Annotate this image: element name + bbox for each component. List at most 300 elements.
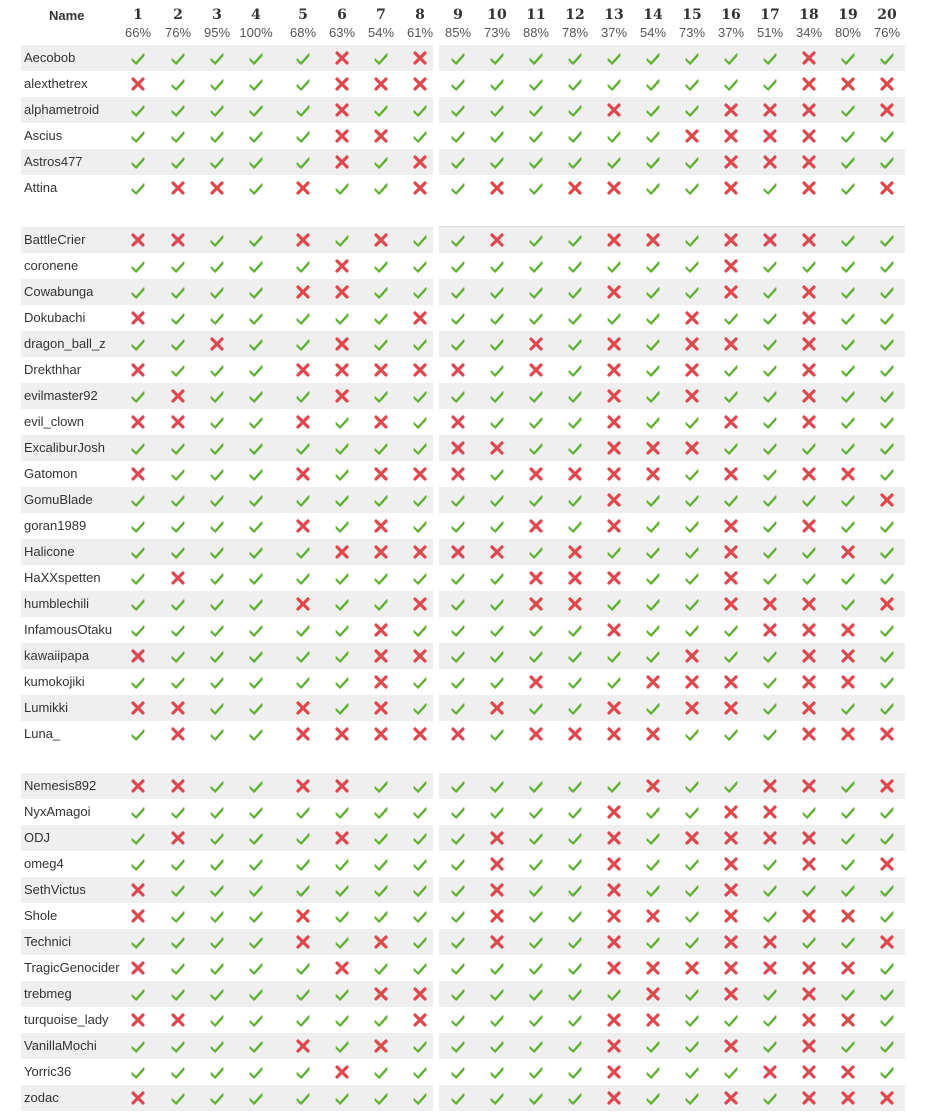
cross-icon <box>645 960 661 976</box>
question-percentage: 54% <box>367 25 395 40</box>
player-row <box>0 45 952 71</box>
check-icon <box>528 778 544 794</box>
row-stripe <box>21 149 433 175</box>
check-icon <box>170 440 186 456</box>
player-row <box>0 695 952 721</box>
cross-icon <box>334 128 350 144</box>
check-icon <box>248 1012 264 1028</box>
cross-icon <box>762 128 778 144</box>
cross-icon <box>170 180 186 196</box>
check-icon <box>450 518 466 534</box>
check-icon <box>840 154 856 170</box>
name-column-header[interactable]: Name <box>49 8 85 23</box>
check-icon <box>412 674 428 690</box>
check-icon <box>684 518 700 534</box>
player-row <box>0 1007 952 1033</box>
cross-icon <box>801 726 817 742</box>
check-icon <box>209 596 225 612</box>
check-icon <box>645 258 661 274</box>
check-icon <box>373 102 389 118</box>
cross-icon <box>334 388 350 404</box>
question-number: 17 <box>760 7 780 23</box>
cross-icon <box>489 440 505 456</box>
player-name[interactable]: NyxAmagoi <box>24 804 91 819</box>
cross-icon <box>684 336 700 352</box>
player-name[interactable]: VanillaMochi <box>24 1038 97 1053</box>
check-icon <box>412 388 428 404</box>
check-icon <box>209 258 225 274</box>
check-icon <box>879 570 895 586</box>
check-icon <box>334 908 350 924</box>
check-icon <box>840 778 856 794</box>
check-icon <box>762 570 778 586</box>
check-icon <box>879 648 895 664</box>
check-icon <box>762 388 778 404</box>
player-row <box>0 383 952 409</box>
check-icon <box>170 284 186 300</box>
check-icon <box>879 1038 895 1054</box>
check-icon <box>762 1038 778 1054</box>
check-icon <box>567 362 583 378</box>
check-icon <box>170 1064 186 1080</box>
check-icon <box>840 440 856 456</box>
check-icon <box>762 674 778 690</box>
check-icon <box>130 258 146 274</box>
check-icon <box>170 882 186 898</box>
question-percentage: 54% <box>639 25 667 40</box>
player-name[interactable]: alexthetrex <box>24 76 88 91</box>
check-icon <box>412 336 428 352</box>
check-icon <box>209 960 225 976</box>
check-icon <box>248 570 264 586</box>
cross-icon <box>840 622 856 638</box>
player-name[interactable]: coronene <box>24 258 79 273</box>
check-icon <box>684 622 700 638</box>
check-icon <box>170 492 186 508</box>
player-name[interactable]: humblechili <box>24 596 90 611</box>
check-icon <box>295 622 311 638</box>
cross-icon <box>723 284 739 300</box>
check-icon <box>684 856 700 872</box>
check-icon <box>567 1038 583 1054</box>
cross-icon <box>606 1064 622 1080</box>
cross-icon <box>606 570 622 586</box>
check-icon <box>684 596 700 612</box>
cross-icon <box>801 154 817 170</box>
cross-icon <box>528 596 544 612</box>
player-row <box>0 435 952 461</box>
check-icon <box>130 596 146 612</box>
player-name[interactable]: Cowabunga <box>24 284 94 299</box>
check-icon <box>528 544 544 560</box>
cross-icon <box>170 778 186 794</box>
check-icon <box>645 336 661 352</box>
question-number: 3 <box>212 7 222 23</box>
player-name[interactable]: Shole <box>24 908 58 923</box>
cross-icon <box>567 570 583 586</box>
player-name[interactable]: Astros477 <box>24 154 83 169</box>
cross-icon <box>645 466 661 482</box>
check-icon <box>295 336 311 352</box>
player-name[interactable]: BattleCrier <box>24 232 86 247</box>
cross-icon <box>723 1090 739 1106</box>
cross-icon <box>762 102 778 118</box>
player-name[interactable]: Yorric36 <box>24 1064 72 1079</box>
cross-icon <box>801 674 817 690</box>
check-icon <box>373 1012 389 1028</box>
check-icon <box>412 570 428 586</box>
question-number: 13 <box>604 7 624 23</box>
check-icon <box>879 128 895 144</box>
row-stripe <box>439 981 905 1007</box>
cross-icon <box>840 1090 856 1106</box>
cross-icon <box>801 1012 817 1028</box>
player-name[interactable]: ODJ <box>24 830 50 845</box>
question-percentage: 73% <box>678 25 706 40</box>
check-icon <box>170 362 186 378</box>
check-icon <box>489 154 505 170</box>
check-icon <box>840 284 856 300</box>
cross-icon <box>801 778 817 794</box>
player-name[interactable]: kumokojiki <box>24 674 85 689</box>
question-number: 14 <box>643 7 663 23</box>
cross-icon <box>606 882 622 898</box>
check-icon <box>567 908 583 924</box>
player-name[interactable]: InfamousOtaku <box>24 622 113 637</box>
check-icon <box>762 50 778 66</box>
cross-icon <box>295 908 311 924</box>
cross-icon <box>723 908 739 924</box>
cross-icon <box>723 700 739 716</box>
check-icon <box>170 1090 186 1106</box>
cross-icon <box>801 518 817 534</box>
cross-icon <box>606 180 622 196</box>
check-icon <box>373 830 389 846</box>
check-icon <box>334 232 350 248</box>
check-icon <box>489 310 505 326</box>
check-icon <box>450 232 466 248</box>
cross-icon <box>412 986 428 1002</box>
check-icon <box>645 414 661 430</box>
check-icon <box>489 778 505 794</box>
player-name[interactable]: GomuBlade <box>24 492 93 507</box>
player-name[interactable]: evil_clown <box>24 414 84 429</box>
cross-icon <box>801 466 817 482</box>
check-icon <box>248 908 264 924</box>
check-icon <box>209 778 225 794</box>
check-icon <box>373 778 389 794</box>
check-icon <box>840 414 856 430</box>
cross-icon <box>645 986 661 1002</box>
check-icon <box>295 128 311 144</box>
check-icon <box>170 622 186 638</box>
player-name[interactable]: omeg4 <box>24 856 64 871</box>
check-icon <box>334 1012 350 1028</box>
check-icon <box>450 154 466 170</box>
check-icon <box>840 258 856 274</box>
player-row <box>0 799 952 825</box>
check-icon <box>879 50 895 66</box>
check-icon <box>248 50 264 66</box>
check-icon <box>209 128 225 144</box>
check-icon <box>645 180 661 196</box>
player-name[interactable]: kawaiipapa <box>24 648 90 663</box>
cross-icon <box>723 180 739 196</box>
cross-icon <box>645 674 661 690</box>
cross-icon <box>334 258 350 274</box>
cross-icon <box>801 648 817 664</box>
check-icon <box>879 544 895 560</box>
check-icon <box>879 388 895 404</box>
cross-icon <box>373 674 389 690</box>
check-icon <box>645 362 661 378</box>
player-name[interactable]: Ascius <box>24 128 63 143</box>
player-name[interactable]: Drekthhar <box>24 362 82 377</box>
cross-icon <box>801 388 817 404</box>
player-name[interactable]: Lumikki <box>24 700 69 715</box>
cross-icon <box>450 414 466 430</box>
player-row <box>0 175 952 201</box>
check-icon <box>450 622 466 638</box>
check-icon <box>528 986 544 1002</box>
cross-icon <box>373 362 389 378</box>
cross-icon <box>450 362 466 378</box>
check-icon <box>334 674 350 690</box>
check-icon <box>130 856 146 872</box>
check-icon <box>684 1038 700 1054</box>
check-icon <box>684 882 700 898</box>
check-icon <box>645 934 661 950</box>
cross-icon <box>684 960 700 976</box>
check-icon <box>450 648 466 664</box>
cross-icon <box>840 1012 856 1028</box>
cross-icon <box>373 518 389 534</box>
cross-icon <box>334 102 350 118</box>
cross-icon <box>528 518 544 534</box>
check-icon <box>489 102 505 118</box>
player-name[interactable]: dragon_ball_z <box>24 336 106 351</box>
check-icon <box>248 544 264 560</box>
player-row <box>0 539 952 565</box>
cross-icon <box>334 76 350 92</box>
player-name[interactable]: ExcaliburJosh <box>24 440 105 455</box>
cross-icon <box>801 908 817 924</box>
question-percentage: 51% <box>756 25 784 40</box>
check-icon <box>489 622 505 638</box>
check-icon <box>209 414 225 430</box>
check-icon <box>209 1012 225 1028</box>
player-name[interactable]: zodac <box>24 1090 59 1105</box>
check-icon <box>684 934 700 950</box>
player-name[interactable]: Halicone <box>24 544 75 559</box>
check-icon <box>248 804 264 820</box>
check-icon <box>373 310 389 326</box>
player-row <box>0 1033 952 1059</box>
check-icon <box>295 986 311 1002</box>
check-icon <box>295 76 311 92</box>
check-icon <box>684 102 700 118</box>
player-name[interactable]: goran1989 <box>24 518 87 533</box>
cross-icon <box>170 232 186 248</box>
cross-icon <box>801 232 817 248</box>
player-row <box>0 981 952 1007</box>
check-icon <box>840 180 856 196</box>
check-icon <box>840 856 856 872</box>
cross-icon <box>606 1038 622 1054</box>
question-percentage: 37% <box>600 25 628 40</box>
check-icon <box>412 1038 428 1054</box>
check-icon <box>684 232 700 248</box>
check-icon <box>170 674 186 690</box>
check-icon <box>412 1090 428 1106</box>
check-icon <box>209 570 225 586</box>
check-icon <box>606 544 622 560</box>
cross-icon <box>879 1090 895 1106</box>
check-icon <box>645 856 661 872</box>
check-icon <box>879 336 895 352</box>
player-name[interactable]: Technici <box>24 934 71 949</box>
check-icon <box>762 414 778 430</box>
cross-icon <box>723 258 739 274</box>
player-name[interactable]: turquoise_lady <box>24 1012 109 1027</box>
cross-icon <box>879 726 895 742</box>
check-icon <box>373 1090 389 1106</box>
check-icon <box>450 492 466 508</box>
player-name[interactable]: Aecobob <box>24 50 76 65</box>
cross-icon <box>373 700 389 716</box>
check-icon <box>334 882 350 898</box>
cross-icon <box>450 544 466 560</box>
player-row <box>0 409 952 435</box>
check-icon <box>801 570 817 586</box>
check-icon <box>879 960 895 976</box>
cross-icon <box>450 466 466 482</box>
check-icon <box>762 310 778 326</box>
cross-icon <box>412 180 428 196</box>
player-name[interactable]: Nemesis892 <box>24 778 97 793</box>
check-icon <box>130 388 146 404</box>
check-icon <box>762 856 778 872</box>
cross-icon <box>801 102 817 118</box>
row-stripe <box>439 929 905 955</box>
cross-icon <box>684 310 700 326</box>
check-icon <box>606 128 622 144</box>
check-icon <box>567 856 583 872</box>
check-icon <box>450 102 466 118</box>
check-icon <box>606 154 622 170</box>
player-name[interactable]: evilmaster92 <box>24 388 98 403</box>
player-name[interactable]: HaXXspetten <box>24 570 101 585</box>
player-row <box>0 851 952 877</box>
check-icon <box>412 700 428 716</box>
check-icon <box>684 154 700 170</box>
check-icon <box>762 180 778 196</box>
check-icon <box>489 648 505 664</box>
cross-icon <box>606 1090 622 1106</box>
cross-icon <box>373 1038 389 1054</box>
player-name[interactable]: Attina <box>24 180 58 195</box>
check-icon <box>209 1038 225 1054</box>
cross-icon <box>801 960 817 976</box>
check-icon <box>528 934 544 950</box>
check-icon <box>528 856 544 872</box>
check-icon <box>762 76 778 92</box>
check-icon <box>840 492 856 508</box>
check-icon <box>295 102 311 118</box>
player-name[interactable]: TragicGenocider <box>24 960 120 975</box>
check-icon <box>567 76 583 92</box>
cross-icon <box>606 284 622 300</box>
check-icon <box>130 284 146 300</box>
player-name[interactable]: alphametroid <box>24 102 100 117</box>
cross-icon <box>489 908 505 924</box>
cross-icon <box>606 934 622 950</box>
check-icon <box>528 648 544 664</box>
check-icon <box>412 908 428 924</box>
player-row <box>0 825 952 851</box>
check-icon <box>450 674 466 690</box>
check-icon <box>248 284 264 300</box>
check-icon <box>209 362 225 378</box>
cross-icon <box>334 544 350 560</box>
cross-icon <box>489 882 505 898</box>
cross-icon <box>412 648 428 664</box>
player-name[interactable]: SethVictus <box>24 882 86 897</box>
player-name[interactable]: Luna_ <box>24 726 61 741</box>
check-icon <box>450 128 466 144</box>
check-icon <box>684 544 700 560</box>
cross-icon <box>412 726 428 742</box>
check-icon <box>801 440 817 456</box>
check-icon <box>450 180 466 196</box>
check-icon <box>840 882 856 898</box>
check-icon <box>684 284 700 300</box>
player-name[interactable]: Gatomon <box>24 466 78 481</box>
check-icon <box>248 232 264 248</box>
question-percentage: 80% <box>834 25 862 40</box>
cross-icon <box>130 466 146 482</box>
check-icon <box>645 518 661 534</box>
check-icon <box>879 362 895 378</box>
check-icon <box>334 804 350 820</box>
check-icon <box>170 960 186 976</box>
cross-icon <box>130 1012 146 1028</box>
check-icon <box>567 388 583 404</box>
question-percentage: 61% <box>406 25 434 40</box>
cross-icon <box>762 154 778 170</box>
cross-icon <box>840 674 856 690</box>
check-icon <box>334 596 350 612</box>
check-icon <box>248 960 264 976</box>
cross-icon <box>840 726 856 742</box>
check-icon <box>170 102 186 118</box>
player-name[interactable]: Dokubachi <box>24 310 86 325</box>
check-icon <box>248 310 264 326</box>
cross-icon <box>295 778 311 794</box>
check-icon <box>450 804 466 820</box>
player-row <box>0 279 952 305</box>
check-icon <box>130 1064 146 1080</box>
check-icon <box>248 986 264 1002</box>
check-icon <box>295 1064 311 1080</box>
row-stripe <box>439 773 905 799</box>
check-icon <box>879 440 895 456</box>
cross-icon <box>801 284 817 300</box>
check-icon <box>645 388 661 404</box>
cross-icon <box>528 674 544 690</box>
cross-icon <box>801 310 817 326</box>
player-name[interactable]: trebmeg <box>24 986 72 1001</box>
